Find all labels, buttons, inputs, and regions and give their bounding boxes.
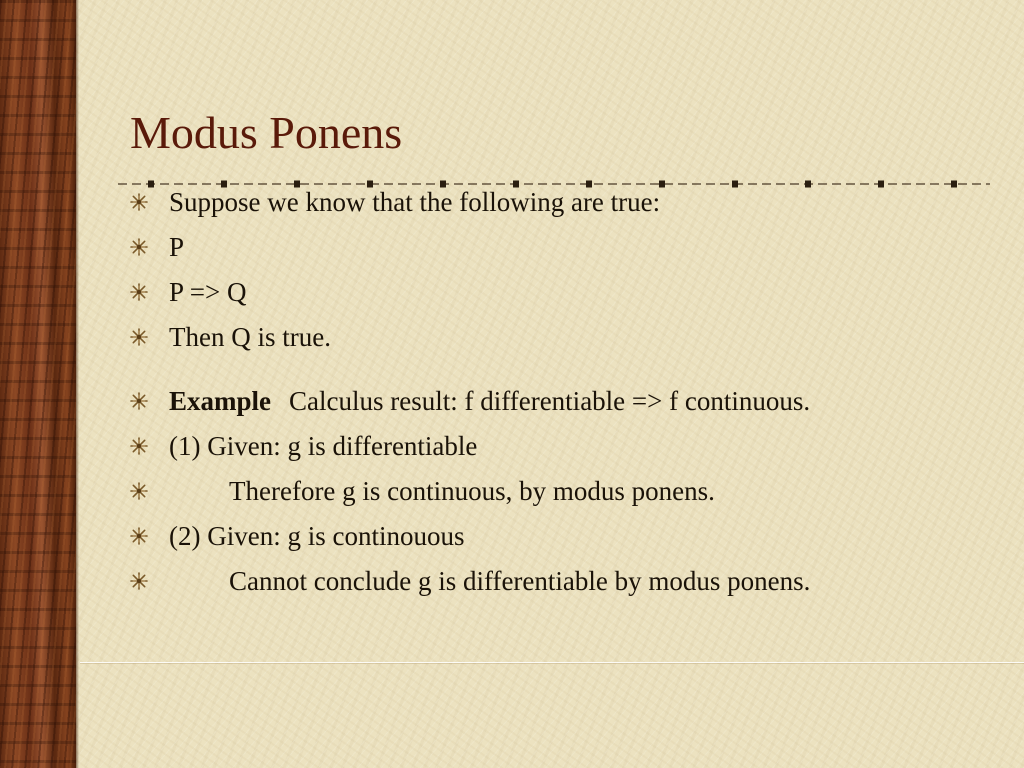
star-burst-icon: [130, 482, 148, 500]
star-burst-icon: [130, 392, 148, 410]
list-item: [130, 184, 1010, 229]
star-burst-icon: [130, 328, 148, 346]
footer-divider: [80, 662, 1024, 663]
list-item: [130, 319, 1010, 364]
example-label: Example: [169, 386, 272, 416]
bullet-text: Therefore g is continuous, by modus ponens.: [229, 476, 715, 506]
bullet-text: P => Q: [169, 277, 247, 307]
star-burst-icon: [130, 193, 148, 211]
bullet-text: (1) Given: g is differentiable: [169, 431, 478, 461]
bullet-text: (2) Given: g is continouous: [169, 521, 465, 551]
star-burst-icon: [130, 527, 148, 545]
list-item: [130, 428, 1010, 473]
wood-texture-strip: [0, 0, 76, 768]
bullet-text: Suppose we know that the following are true:: [169, 187, 661, 217]
list-item: [130, 274, 1010, 319]
list-item: [130, 383, 1010, 428]
list-item: [130, 563, 1010, 608]
slide-title: Modus Ponens: [130, 107, 403, 158]
list-item: [130, 518, 1010, 563]
wood-strip-shadow: [76, 0, 79, 768]
bullet-text: Cannot conclude g is differentiable by modus ponens.: [229, 566, 811, 596]
star-burst-icon: [130, 283, 148, 301]
bullet-text: [169, 383, 810, 419]
bullet-text: Then Q is true.: [169, 322, 331, 352]
bullet-list: [130, 184, 1010, 608]
bullet-text: P: [169, 232, 185, 262]
star-burst-icon: [130, 572, 148, 590]
star-burst-icon: [130, 238, 148, 256]
list-item: [130, 473, 1010, 518]
list-item: [130, 229, 1010, 274]
star-burst-icon: [130, 437, 148, 455]
example-text: Calculus result: f differentiable => f continuous.: [289, 386, 811, 416]
